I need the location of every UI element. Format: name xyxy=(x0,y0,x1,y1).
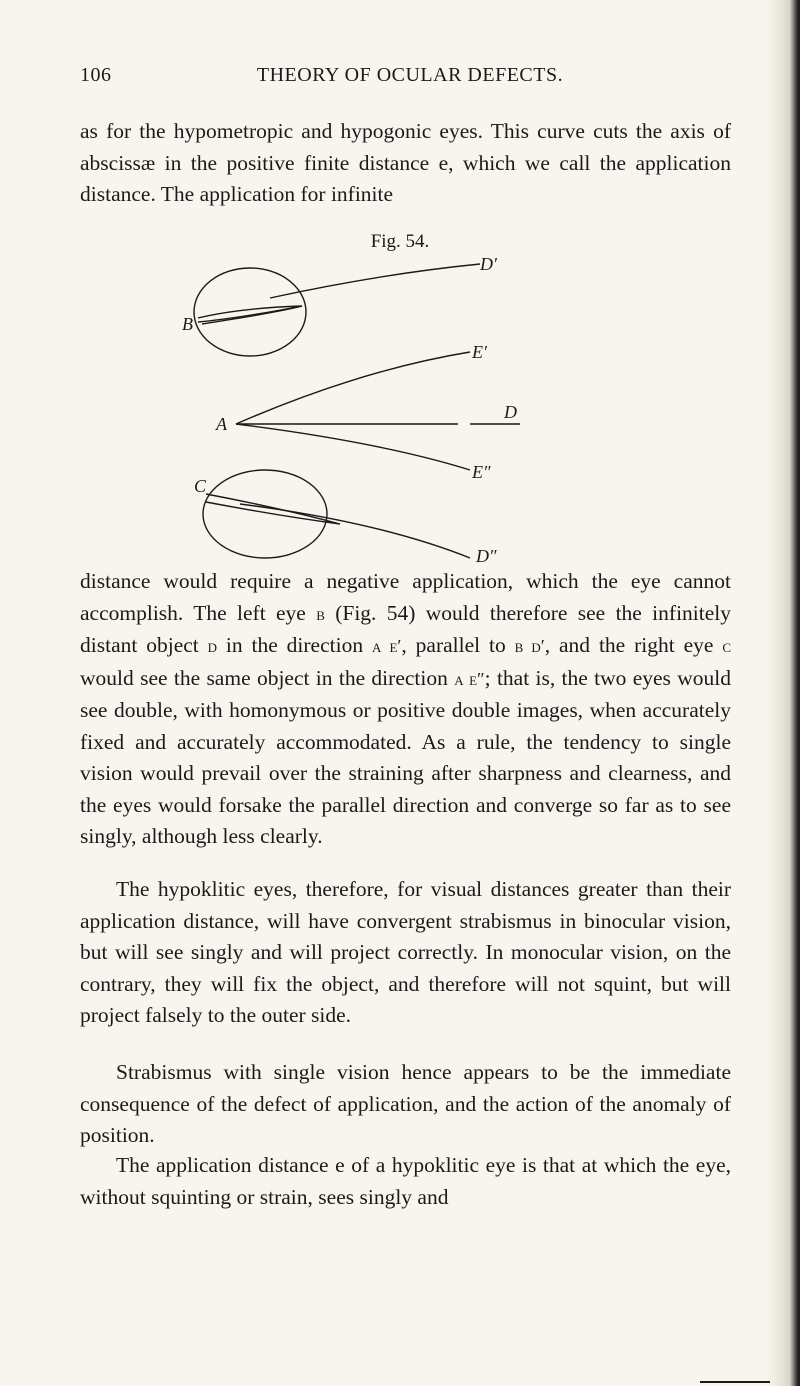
figure-54-diagram xyxy=(180,252,560,572)
label-b: B xyxy=(182,314,193,334)
line-a-e1 xyxy=(236,352,470,424)
symbol-c: c xyxy=(722,636,731,656)
line-a-e2 xyxy=(236,424,470,470)
paragraph-2: distance would require a negative application, which the eye cannot accomplish. The left eye b (Fig. 54) would therefore see the infinitely distant object d in the direction a e′, parallel to b d′, and the right eye c would see the same object in the direction a e″; that is, the two eyes would see double, with homonymous or positive double images, when accurately fixed and accurately accommodated. As a rule, the tendency to single vision would prevail over the straining after sharpness and clearness, and the eyes would forsake the parallel direction and converge so far as to see singly, although less clearly. xyxy=(80,569,731,848)
bottom-edge-mark xyxy=(700,1381,770,1383)
symbol-ae2: a e″ xyxy=(454,668,485,689)
line-c-d2 xyxy=(240,504,470,558)
label-d1: D′ xyxy=(480,254,497,274)
symbol-ae1: a e′ xyxy=(371,636,402,656)
paragraph-1: as for the hypometropic and hypogonic eyes. This curve cuts the axis of abscissæ in the positive finite distance e, which we call the application distance. The application for infinite xyxy=(80,119,731,206)
symbol-bd: b d′ xyxy=(514,636,545,656)
symbol-d: d xyxy=(207,636,218,656)
label-c: C xyxy=(194,476,207,496)
line-b-d1 xyxy=(270,264,480,298)
upper-eye-circle xyxy=(194,268,306,356)
page-edge-shadow xyxy=(766,0,800,1386)
paragraph-3: The hypoklitic eyes, therefore, for visual distances greater than their application distance, will have convergent strabismus in binocular vision, but will see singly and will project correctly. In monocular vision, on the contrary, they will fix the object, and therefore will not squint, but will project falsely to the outer side. xyxy=(80,877,731,1027)
label-d: D xyxy=(504,402,517,422)
paragraph-5: The application distance e of a hypoklitic eye is that at which the eye, without squinting or strain, sees singly and xyxy=(80,1153,731,1209)
page-number: 106 xyxy=(80,64,112,86)
upper-eye-lens xyxy=(198,306,302,322)
symbol-b: b xyxy=(316,603,325,624)
label-e1: E′ xyxy=(472,342,487,362)
paragraph-4: Strabismus with single vision hence appears to be the immediate consequence of the defect of application, and the action of the anomaly of position. xyxy=(80,1060,731,1147)
label-d2: D″ xyxy=(476,546,497,566)
label-a: A xyxy=(216,414,227,434)
running-title: THEORY OF OCULAR DEFECTS. xyxy=(256,64,564,86)
figure-caption: Fig. 54. xyxy=(370,231,430,252)
label-e2: E″ xyxy=(472,462,491,482)
